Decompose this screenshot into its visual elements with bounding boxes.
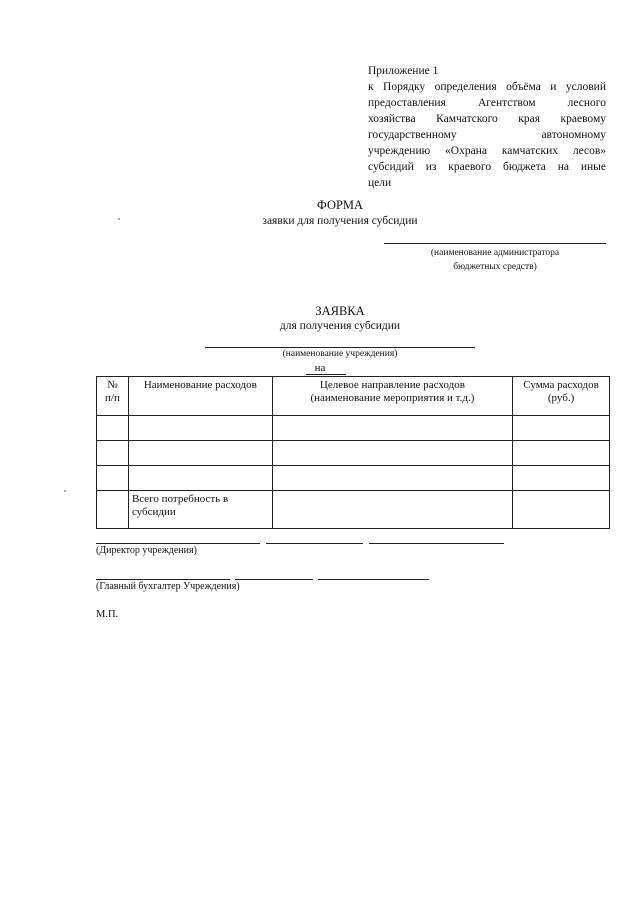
stamp-placeholder: М.П.: [96, 609, 119, 620]
appendix-line: цели: [368, 177, 392, 189]
table-cell[interactable]: [272, 466, 512, 491]
header-number-line-2: п/п: [105, 392, 120, 404]
table-cell[interactable]: [128, 466, 272, 491]
header-purpose: [272, 377, 512, 416]
table-cell[interactable]: [97, 416, 129, 441]
admin-name-line[interactable]: [384, 243, 606, 244]
director-decoding-line[interactable]: [369, 543, 504, 544]
header-sum-line-1: Сумма расходов: [523, 379, 599, 391]
accountant-decoding-line[interactable]: [318, 579, 429, 580]
na-line[interactable]: [306, 374, 346, 375]
table-cell[interactable]: [513, 466, 610, 491]
appendix-line: Приложение 1: [368, 65, 439, 77]
application-title: ЗАЯВКА: [315, 304, 365, 318]
table-cell[interactable]: [272, 491, 512, 529]
scan-speck: [64, 490, 66, 492]
accountant-name-line[interactable]: [96, 579, 230, 580]
total-row: [97, 491, 610, 529]
form-subtitle: заявки для получения субсидии: [262, 215, 418, 227]
institution-name-line[interactable]: [205, 347, 475, 348]
table-cell[interactable]: [272, 416, 512, 441]
header-purpose-line-1: Целевое направление расходов: [319, 379, 465, 391]
form-title: ФОРМА: [316, 198, 364, 212]
accountant-caption: (Главный бухгалтер Учреждения): [96, 581, 240, 592]
director-caption: (Директор учреждения): [96, 545, 197, 556]
header-expense-name-text: Наименование расходов: [143, 379, 257, 391]
table-cell[interactable]: [97, 491, 129, 529]
total-label: Всего потребность в субсидии: [128, 491, 272, 529]
scan-speck: [118, 218, 120, 220]
header-purpose-line-2: (наименование мероприятия и т.д.): [310, 392, 475, 404]
table-row: [97, 441, 610, 466]
na-label: на: [314, 362, 326, 374]
header-expense-name: [128, 377, 272, 416]
institution-caption: (наименование учреждения): [282, 349, 398, 359]
director-signature-line[interactable]: [266, 543, 363, 544]
appendix-line: субсидий из краевого бюджета на иные: [368, 161, 606, 173]
appendix-line: хозяйства Камчатского края краевому: [368, 113, 606, 125]
table-cell[interactable]: [97, 466, 129, 491]
expenses-table: [96, 376, 610, 529]
table-row: [97, 466, 610, 491]
table-header-row: [97, 377, 610, 416]
table-cell[interactable]: [513, 441, 610, 466]
header-sum: [513, 377, 610, 416]
appendix-block: [368, 63, 606, 191]
appendix-line: к Порядку определения объёма и условий: [368, 81, 606, 93]
table-cell[interactable]: [97, 441, 129, 466]
table-cell[interactable]: [513, 491, 610, 529]
header-number: [97, 377, 129, 416]
admin-caption-line-2: бюджетных средств): [453, 262, 537, 272]
table-cell[interactable]: [128, 416, 272, 441]
appendix-line: предоставления Агентством лесного: [368, 97, 606, 109]
table-row: [97, 416, 610, 441]
appendix-line: государственному автономному: [368, 129, 606, 141]
admin-caption-line-1: (наименование администратора: [430, 248, 560, 258]
accountant-signature-line[interactable]: [235, 579, 313, 580]
admin-caption: [384, 246, 606, 274]
header-sum-line-2: (руб.): [547, 392, 575, 404]
table-cell[interactable]: [272, 441, 512, 466]
appendix-line: учреждению «Охрана камчатских лесов»: [368, 145, 606, 157]
table-cell[interactable]: [513, 416, 610, 441]
table-cell[interactable]: [128, 441, 272, 466]
header-number-line-1: №: [107, 379, 118, 391]
application-subtitle: для получения субсидии: [279, 320, 401, 332]
director-name-line[interactable]: [96, 543, 260, 544]
